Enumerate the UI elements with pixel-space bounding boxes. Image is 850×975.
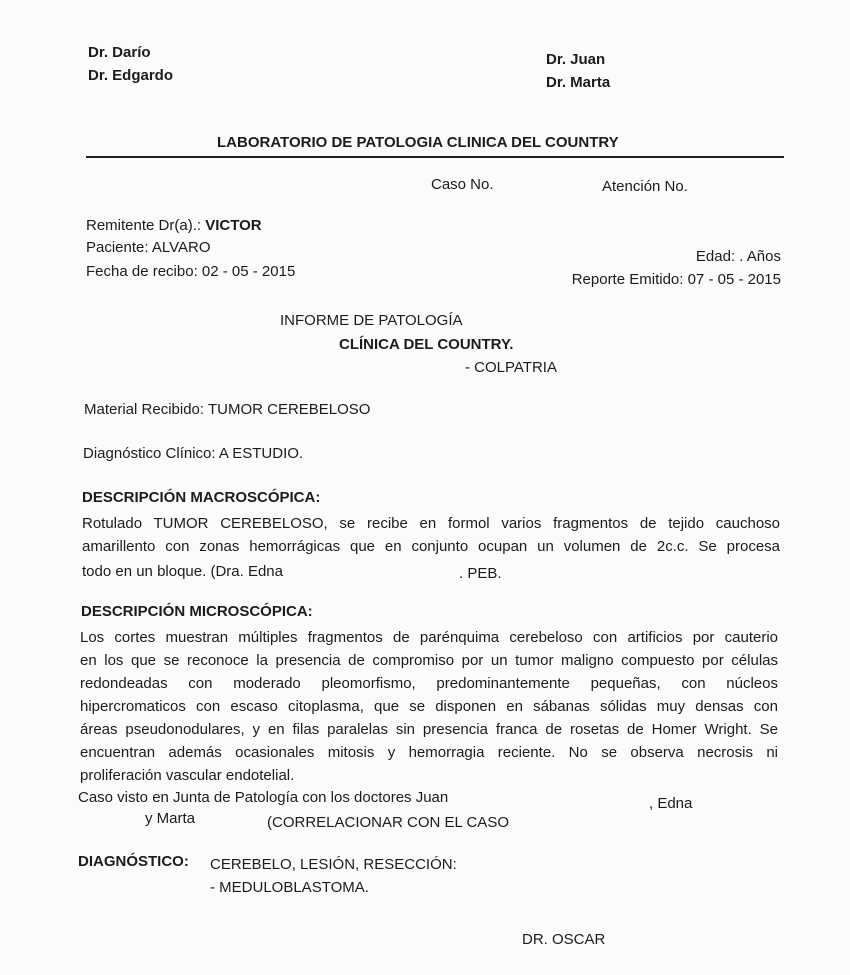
- junta-line-1b: , Edna: [649, 795, 693, 812]
- reporte-emitido: Reporte Emitido: 07 - 05 - 2015: [571, 271, 781, 288]
- colpatria: - COLPATRIA: [465, 359, 557, 376]
- remitente-value: VICTOR: [205, 217, 262, 234]
- micro-line: encuentran además ocasionales mitosis y hemorragia reciente. No se observa necrosis ni: [80, 744, 778, 761]
- material-recibido: Material Recibido: TUMOR CEREBELOSO: [84, 401, 371, 418]
- macro-title: DESCRIPCIÓN MACROSCÓPICA:: [82, 489, 321, 506]
- informe-title: INFORME DE PATOLOGÍA: [280, 312, 463, 329]
- atencion-label: Atención No.: [602, 178, 688, 195]
- junta-line-2b: (CORRELACIONAR CON EL CASO: [267, 814, 509, 831]
- micro-line: en los que se reconoce la presencia de compromiso por un tumor maligno compuesto por células: [80, 652, 778, 669]
- diagnostico-line-2: - MEDULOBLASTOMA.: [210, 879, 369, 896]
- micro-line: áreas pseudonodulares, y en filas paralelas sin presencia franca de rosetas de Homer Wright. Se: [80, 721, 778, 738]
- diagnostico-line-1: CEREBELO, LESIÓN, RESECCIÓN:: [210, 856, 457, 873]
- micro-paragraph: [80, 626, 778, 787]
- diagnostico-clinico: Diagnóstico Clínico: A ESTUDIO.: [83, 445, 304, 462]
- macro-paragraph: [82, 512, 780, 558]
- doctor-left-2: Dr. Edgardo: [88, 67, 174, 84]
- fecha-recibo: Fecha de recibo: 02 - 05 - 2015: [86, 263, 296, 280]
- doctor-right-2: Dr. Marta: [546, 74, 611, 91]
- doctor-right-1: Dr. Juan: [546, 51, 606, 68]
- micro-title: DESCRIPCIÓN MICROSCÓPICA:: [81, 603, 313, 620]
- micro-line: hipercromaticos con escaso citoplasma, que se disponen en sábanas sólidas muy densas con: [80, 698, 778, 715]
- junta-line-2a: y Marta: [145, 810, 196, 827]
- macro-line: amarillento con zonas hemorrágicas que en conjunto ocupan un volumen de 2c.c. Se procesa: [82, 538, 780, 555]
- remitente-line: [86, 217, 262, 235]
- macro-line: Rotulado TUMOR CEREBELOSO, se recibe en formol varios fragmentos de tejido cauchoso: [82, 515, 780, 532]
- lab-title: LABORATORIO DE PATOLOGIA CLINICA DEL COUNTRY: [217, 134, 619, 151]
- signature: DR. OSCAR: [522, 931, 606, 948]
- clinica-name: CLÍNICA DEL COUNTRY.: [339, 336, 514, 353]
- edad: Edad: . Años: [695, 248, 781, 265]
- doctor-left-1: Dr. Darío: [88, 44, 151, 61]
- diagnostico-label: DIAGNÓSTICO:: [78, 853, 189, 870]
- macro-last-line-1: todo en un bloque. (Dra. Edna: [82, 563, 283, 580]
- paciente: Paciente: ALVARO: [86, 239, 211, 256]
- junta-line-1a: Caso visto en Junta de Patología con los doctores Juan: [78, 789, 449, 806]
- macro-last-line-2: . PEB.: [459, 565, 502, 582]
- remitente-label: Remitente Dr(a).:: [86, 217, 202, 234]
- caso-label: Caso No.: [431, 176, 494, 193]
- micro-line: Los cortes muestran múltiples fragmentos de parénquima cerebeloso con artificios por cauterio: [80, 629, 778, 646]
- micro-line: redondeadas con moderado pleomorfismo, predominantemente pequeñas, con núcleos: [80, 675, 778, 692]
- micro-line: proliferación vascular endotelial.: [80, 767, 295, 784]
- title-rule: [86, 156, 784, 158]
